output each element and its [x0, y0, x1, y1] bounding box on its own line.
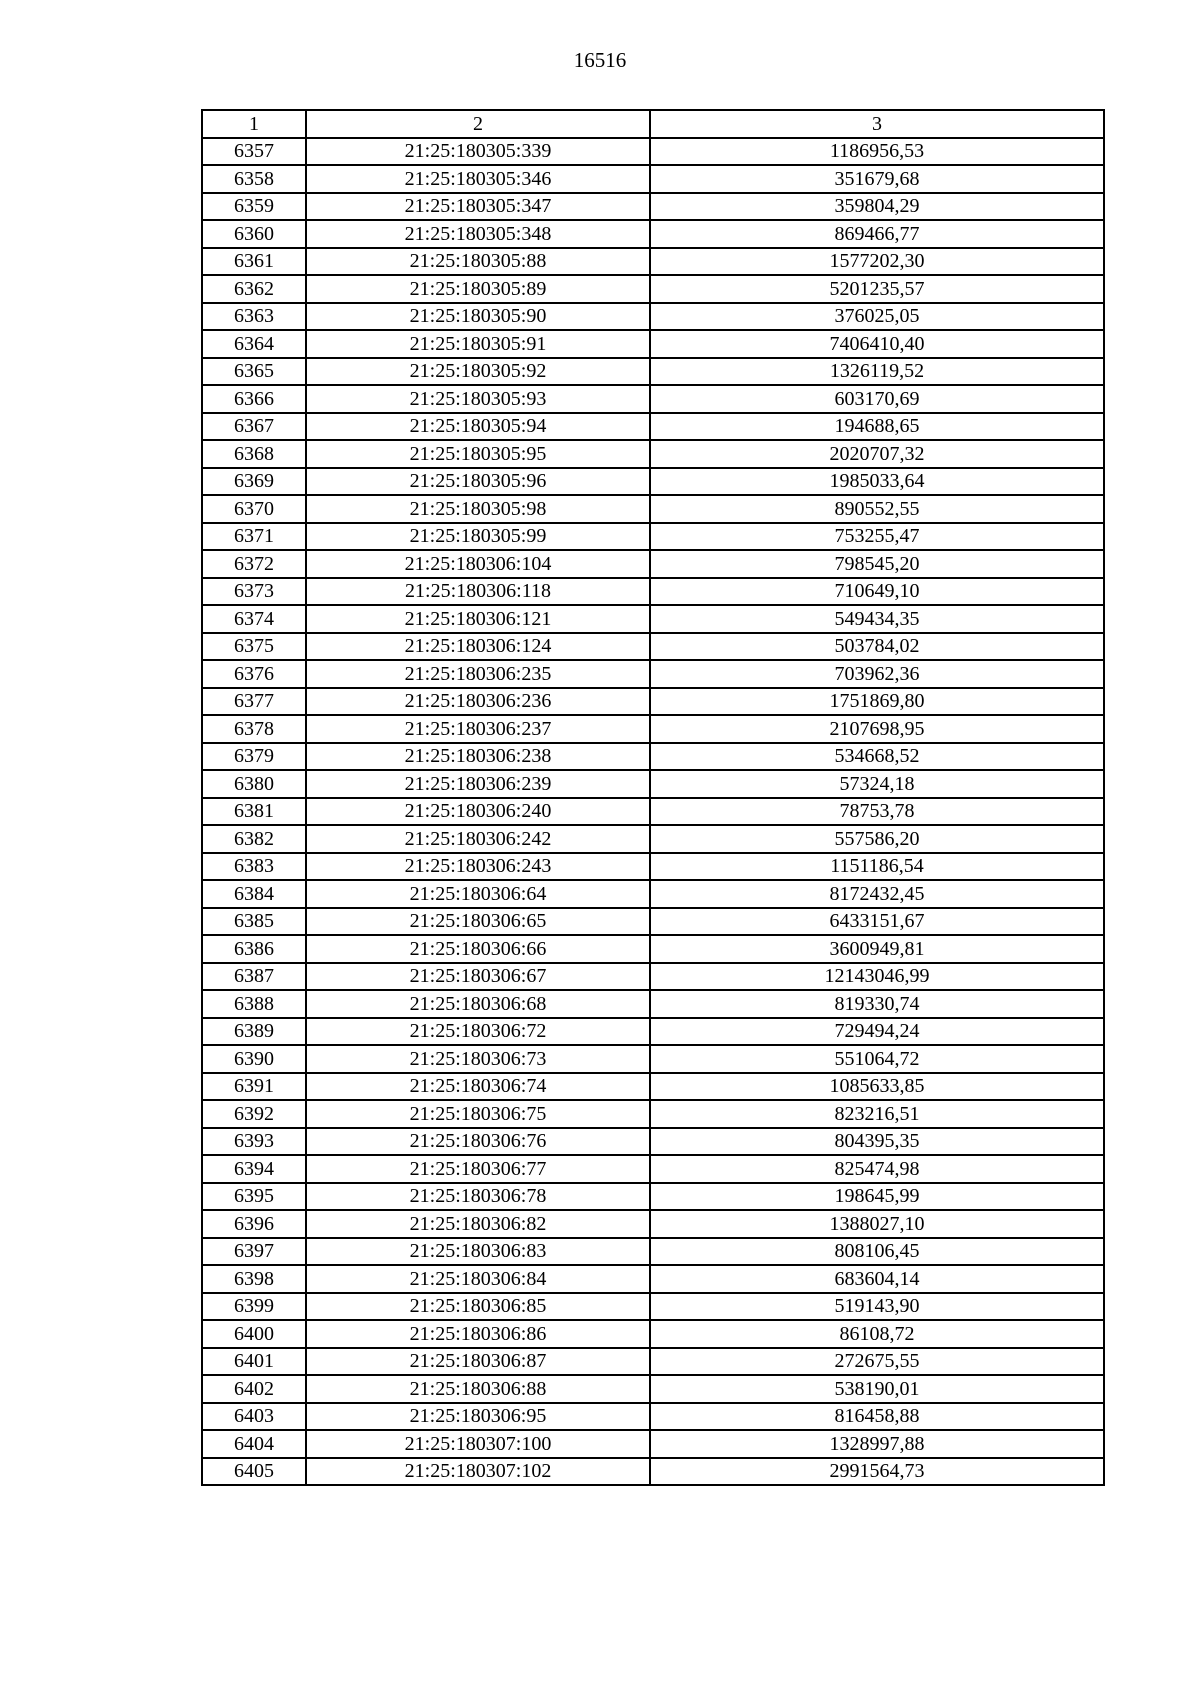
row-number-cell: 6374	[202, 605, 306, 633]
cadastral-number-cell: 21:25:180306:238	[306, 743, 650, 771]
row-number-cell: 6405	[202, 1458, 306, 1486]
row-number-cell: 6397	[202, 1238, 306, 1266]
row-number-cell: 6361	[202, 248, 306, 276]
row-number-cell: 6404	[202, 1430, 306, 1458]
table-row	[202, 1155, 1104, 1183]
cadastral-number-cell: 21:25:180306:65	[306, 908, 650, 936]
row-number-cell: 6366	[202, 385, 306, 413]
cadastral-number-cell: 21:25:180305:347	[306, 193, 650, 221]
value-cell: 1186956,53	[650, 138, 1104, 166]
table-row	[202, 688, 1104, 716]
value-cell: 57324,18	[650, 770, 1104, 798]
table-row	[202, 303, 1104, 331]
table-row	[202, 495, 1104, 523]
value-cell: 1151186,54	[650, 853, 1104, 881]
table-row	[202, 358, 1104, 386]
row-number-cell: 6364	[202, 330, 306, 358]
table-row	[202, 880, 1104, 908]
cadastral-number-cell: 21:25:180305:94	[306, 413, 650, 441]
column-header-1: 1	[202, 110, 306, 138]
value-cell: 3600949,81	[650, 935, 1104, 963]
cadastral-number-cell: 21:25:180306:237	[306, 715, 650, 743]
value-cell: 8172432,45	[650, 880, 1104, 908]
row-number-cell: 6393	[202, 1128, 306, 1156]
table-row	[202, 523, 1104, 551]
cadastral-number-cell: 21:25:180305:89	[306, 275, 650, 303]
cadastral-number-cell: 21:25:180306:118	[306, 578, 650, 606]
row-number-cell: 6380	[202, 770, 306, 798]
row-number-cell: 6387	[202, 963, 306, 991]
row-number-cell: 6386	[202, 935, 306, 963]
value-cell: 816458,88	[650, 1403, 1104, 1431]
cadastral-number-cell: 21:25:180306:236	[306, 688, 650, 716]
table-row	[202, 275, 1104, 303]
row-number-cell: 6371	[202, 523, 306, 551]
value-cell: 78753,78	[650, 798, 1104, 826]
cadastral-number-cell: 21:25:180306:78	[306, 1183, 650, 1211]
cadastral-number-cell: 21:25:180307:102	[306, 1458, 650, 1486]
value-cell: 825474,98	[650, 1155, 1104, 1183]
row-number-cell: 6372	[202, 550, 306, 578]
value-cell: 7406410,40	[650, 330, 1104, 358]
value-cell: 819330,74	[650, 990, 1104, 1018]
cadastral-number-cell: 21:25:180306:73	[306, 1045, 650, 1073]
row-number-cell: 6370	[202, 495, 306, 523]
cadastral-number-cell: 21:25:180306:77	[306, 1155, 650, 1183]
row-number-cell: 6400	[202, 1320, 306, 1348]
row-number-cell: 6401	[202, 1348, 306, 1376]
table-row	[202, 440, 1104, 468]
table-row	[202, 798, 1104, 826]
cadastral-number-cell: 21:25:180306:66	[306, 935, 650, 963]
table-row	[202, 550, 1104, 578]
cadastral-number-cell: 21:25:180305:91	[306, 330, 650, 358]
row-number-cell: 6367	[202, 413, 306, 441]
row-number-cell: 6360	[202, 220, 306, 248]
cadastral-number-cell: 21:25:180306:75	[306, 1100, 650, 1128]
cadastral-number-cell: 21:25:180306:86	[306, 1320, 650, 1348]
row-number-cell: 6358	[202, 165, 306, 193]
value-cell: 804395,35	[650, 1128, 1104, 1156]
table-row	[202, 908, 1104, 936]
cadastral-number-cell: 21:25:180305:99	[306, 523, 650, 551]
row-number-cell: 6382	[202, 825, 306, 853]
table-row	[202, 193, 1104, 221]
value-cell: 823216,51	[650, 1100, 1104, 1128]
value-cell: 1388027,10	[650, 1210, 1104, 1238]
cadastral-number-cell: 21:25:180305:339	[306, 138, 650, 166]
row-number-cell: 6369	[202, 468, 306, 496]
value-cell: 1328997,88	[650, 1430, 1104, 1458]
row-number-cell: 6375	[202, 633, 306, 661]
header-row	[202, 110, 1104, 138]
value-cell: 551064,72	[650, 1045, 1104, 1073]
value-cell: 534668,52	[650, 743, 1104, 771]
table-row	[202, 1430, 1104, 1458]
value-cell: 6433151,67	[650, 908, 1104, 936]
cadastral-number-cell: 21:25:180306:67	[306, 963, 650, 991]
column-header-2: 2	[306, 110, 650, 138]
value-cell: 710649,10	[650, 578, 1104, 606]
cadastral-number-cell: 21:25:180306:72	[306, 1018, 650, 1046]
cadastral-number-cell: 21:25:180306:74	[306, 1073, 650, 1101]
value-cell: 538190,01	[650, 1375, 1104, 1403]
cadastral-number-cell: 21:25:180306:243	[306, 853, 650, 881]
table-body	[202, 138, 1104, 1486]
row-number-cell: 6377	[202, 688, 306, 716]
row-number-cell: 6381	[202, 798, 306, 826]
row-number-cell: 6357	[202, 138, 306, 166]
table-row	[202, 1100, 1104, 1128]
table-row	[202, 1183, 1104, 1211]
row-number-cell: 6398	[202, 1265, 306, 1293]
table-row	[202, 825, 1104, 853]
cadastral-number-cell: 21:25:180306:124	[306, 633, 650, 661]
value-cell: 683604,14	[650, 1265, 1104, 1293]
cadastral-number-cell: 21:25:180306:242	[306, 825, 650, 853]
value-cell: 1985033,64	[650, 468, 1104, 496]
value-cell: 729494,24	[650, 1018, 1104, 1046]
table-row	[202, 633, 1104, 661]
cadastral-number-cell: 21:25:180305:95	[306, 440, 650, 468]
value-cell: 1326119,52	[650, 358, 1104, 386]
cadastral-number-cell: 21:25:180306:235	[306, 660, 650, 688]
cadastral-number-cell: 21:25:180306:83	[306, 1238, 650, 1266]
value-cell: 2020707,32	[650, 440, 1104, 468]
cadastral-number-cell: 21:25:180305:92	[306, 358, 650, 386]
row-number-cell: 6362	[202, 275, 306, 303]
value-cell: 890552,55	[650, 495, 1104, 523]
row-number-cell: 6385	[202, 908, 306, 936]
value-cell: 519143,90	[650, 1293, 1104, 1321]
row-number-cell: 6383	[202, 853, 306, 881]
value-cell: 12143046,99	[650, 963, 1104, 991]
table-row	[202, 413, 1104, 441]
row-number-cell: 6396	[202, 1210, 306, 1238]
row-number-cell: 6359	[202, 193, 306, 221]
table-row	[202, 743, 1104, 771]
value-cell: 2107698,95	[650, 715, 1104, 743]
cadastral-number-cell: 21:25:180305:346	[306, 165, 650, 193]
row-number-cell: 6373	[202, 578, 306, 606]
value-cell: 753255,47	[650, 523, 1104, 551]
table-row	[202, 220, 1104, 248]
row-number-cell: 6379	[202, 743, 306, 771]
table-row	[202, 1403, 1104, 1431]
value-cell: 194688,65	[650, 413, 1104, 441]
value-cell: 272675,55	[650, 1348, 1104, 1376]
value-cell: 503784,02	[650, 633, 1104, 661]
value-cell: 808106,45	[650, 1238, 1104, 1266]
cadastral-number-cell: 21:25:180305:348	[306, 220, 650, 248]
cadastral-number-cell: 21:25:180306:239	[306, 770, 650, 798]
row-number-cell: 6395	[202, 1183, 306, 1211]
cadastral-number-cell: 21:25:180306:240	[306, 798, 650, 826]
value-cell: 869466,77	[650, 220, 1104, 248]
table-row	[202, 385, 1104, 413]
value-cell: 549434,35	[650, 605, 1104, 633]
cadastral-number-cell: 21:25:180305:88	[306, 248, 650, 276]
cadastral-number-cell: 21:25:180306:68	[306, 990, 650, 1018]
table-row	[202, 165, 1104, 193]
table-row	[202, 990, 1104, 1018]
row-number-cell: 6392	[202, 1100, 306, 1128]
value-cell: 359804,29	[650, 193, 1104, 221]
table-row	[202, 1458, 1104, 1486]
cadastral-number-cell: 21:25:180305:93	[306, 385, 650, 413]
value-cell: 603170,69	[650, 385, 1104, 413]
cadastral-number-cell: 21:25:180306:85	[306, 1293, 650, 1321]
table-row	[202, 853, 1104, 881]
value-cell: 1577202,30	[650, 248, 1104, 276]
table-row	[202, 578, 1104, 606]
row-number-cell: 6384	[202, 880, 306, 908]
cadastral-number-cell: 21:25:180306:84	[306, 1265, 650, 1293]
data-table	[201, 109, 1105, 1486]
row-number-cell: 6394	[202, 1155, 306, 1183]
table-row	[202, 1320, 1104, 1348]
cadastral-number-cell: 21:25:180306:104	[306, 550, 650, 578]
table-row	[202, 1045, 1104, 1073]
table-row	[202, 1210, 1104, 1238]
cadastral-number-cell: 21:25:180306:95	[306, 1403, 650, 1431]
value-cell: 5201235,57	[650, 275, 1104, 303]
value-cell: 86108,72	[650, 1320, 1104, 1348]
table-row	[202, 715, 1104, 743]
table-row	[202, 1348, 1104, 1376]
table-row	[202, 1073, 1104, 1101]
value-cell: 376025,05	[650, 303, 1104, 331]
table-row	[202, 935, 1104, 963]
value-cell: 2991564,73	[650, 1458, 1104, 1486]
row-number-cell: 6391	[202, 1073, 306, 1101]
value-cell: 703962,36	[650, 660, 1104, 688]
row-number-cell: 6378	[202, 715, 306, 743]
table-row	[202, 330, 1104, 358]
value-cell: 351679,68	[650, 165, 1104, 193]
cadastral-number-cell: 21:25:180306:76	[306, 1128, 650, 1156]
row-number-cell: 6389	[202, 1018, 306, 1046]
cadastral-number-cell: 21:25:180305:90	[306, 303, 650, 331]
table-row	[202, 1018, 1104, 1046]
table-row	[202, 138, 1104, 166]
table-row	[202, 1293, 1104, 1321]
value-cell: 1085633,85	[650, 1073, 1104, 1101]
table-header	[202, 110, 1104, 138]
cadastral-number-cell: 21:25:180305:96	[306, 468, 650, 496]
row-number-cell: 6399	[202, 1293, 306, 1321]
row-number-cell: 6402	[202, 1375, 306, 1403]
value-cell: 198645,99	[650, 1183, 1104, 1211]
row-number-cell: 6403	[202, 1403, 306, 1431]
table-row	[202, 1265, 1104, 1293]
cadastral-number-cell: 21:25:180307:100	[306, 1430, 650, 1458]
cadastral-number-cell: 21:25:180306:82	[306, 1210, 650, 1238]
row-number-cell: 6388	[202, 990, 306, 1018]
table-row	[202, 660, 1104, 688]
cadastral-number-cell: 21:25:180305:98	[306, 495, 650, 523]
cadastral-number-cell: 21:25:180306:64	[306, 880, 650, 908]
column-header-3: 3	[650, 110, 1104, 138]
table-row	[202, 248, 1104, 276]
value-cell: 1751869,80	[650, 688, 1104, 716]
cadastral-number-cell: 21:25:180306:87	[306, 1348, 650, 1376]
table-row	[202, 770, 1104, 798]
table-row	[202, 1375, 1104, 1403]
row-number-cell: 6376	[202, 660, 306, 688]
cadastral-number-cell: 21:25:180306:88	[306, 1375, 650, 1403]
value-cell: 557586,20	[650, 825, 1104, 853]
table-row	[202, 605, 1104, 633]
row-number-cell: 6390	[202, 1045, 306, 1073]
page-number: 16516	[573, 48, 627, 72]
value-cell: 798545,20	[650, 550, 1104, 578]
table-row	[202, 1238, 1104, 1266]
row-number-cell: 6363	[202, 303, 306, 331]
row-number-cell: 6368	[202, 440, 306, 468]
row-number-cell: 6365	[202, 358, 306, 386]
cadastral-number-cell: 21:25:180306:121	[306, 605, 650, 633]
table-row	[202, 468, 1104, 496]
table-row	[202, 1128, 1104, 1156]
table-row	[202, 963, 1104, 991]
